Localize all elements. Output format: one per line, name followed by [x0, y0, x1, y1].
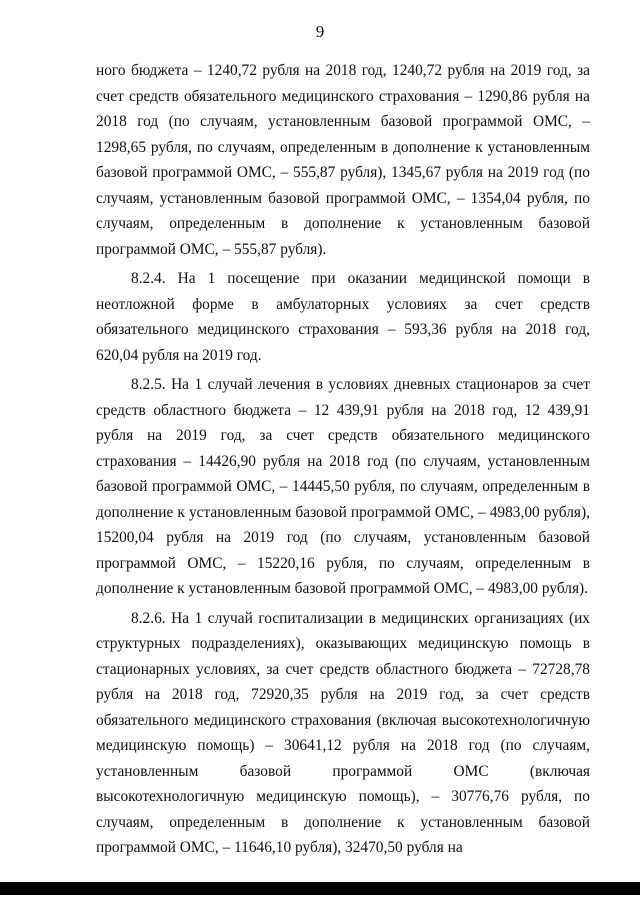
page-number: 9: [315, 22, 325, 41]
paragraph-8-2-4: 8.2.4. На 1 посещение при оказании медицинской помощи в неотложной форме в амбулаторных условиях за счет средств обязательного медицинского страхования – 593,36 рубля на 2018 год, 620,04 рубля на 2019 год.: [96, 270, 590, 364]
document-body: [96, 58, 590, 865]
paragraph-continuation: ного бюджета – 1240,72 рубля на 2018 год, 1240,72 рубля на 2019 год, за счет средств обязательного медицинского страхования – 1290,86 рубля на 2018 год (по случаям, установленным базовой программой ОМС, – 1298,65 рубля, по случаям, определенным в дополнение к установленным базовой программой ОМС, – 555,87 рубля), 1345,67 рубля на 2019 год (по случаям, установленным базовой программой ОМС, – 1354,04 рубля, по случаям, определенным в дополнение к установленным базовой программой ОМС, – 555,87 рубля).: [96, 62, 590, 258]
paragraph-8-2-5: 8.2.5. На 1 случай лечения в условиях дневных стационаров за счет средств областного бюджета – 12 439,91 рубля на 2018 год, 12 439,91 рубля на 2019 год, за счет средств обязательного медицинского страхования – 14426,90 рубля на 2018 год (по случаям, установленным базовой программой ОМС, – 14445,50 рубля, по случаям, определенным в дополнение к установленным базовой программой ОМС, – 4983,00 рубля), 15200,04 рубля на 2019 год (по случаям, установленным базовой программой ОМС, – 15220,16 рубля, по случаям, определенным в дополнение к установленным базовой программой ОМС, – 4983,00 рубля).: [96, 376, 590, 597]
paragraph-8-2-6: 8.2.6. На 1 случай госпитализации в медицинских организациях (их структурных подразделениях), оказывающих медицинскую помощь в стационарных условиях, за счет средств областного бюджета – 72728,78 рубля на 2018 год, 72920,35 рубля на 2019 год, за счет средств обязательного медицинского страхования (включая высокотехнологичную медицинскую помощь) – 30641,12 рубля на 2018 год (по случаям, установленным базовой программой ОМС (включая высокотехнологичную медицинскую помощь), – 30776,76 рубля, по случаям, определенным в дополнение к установленным базовой программой ОМС, – 11646,10 рубля), 32470,50 рубля на: [96, 609, 590, 856]
scan-edge-bar: [0, 882, 640, 895]
